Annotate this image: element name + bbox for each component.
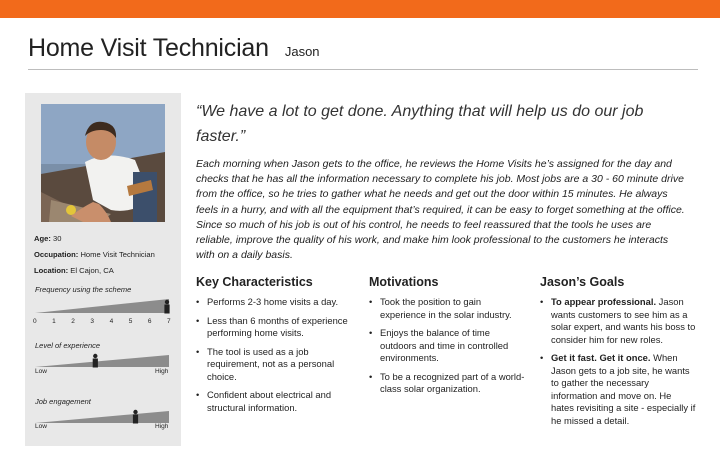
engagement-scale bbox=[25, 405, 181, 425]
key-characteristic-text: Confident about electrical and structural information. bbox=[207, 389, 332, 413]
bullet-icon: • bbox=[196, 345, 200, 357]
key-characteristics-heading: Key Characteristics bbox=[196, 275, 313, 289]
frequency-scale-label: Frequency using the scheme bbox=[35, 285, 132, 294]
frequency-tick-label: 4 bbox=[109, 318, 114, 325]
key-characteristic-text: Performs 2-3 home visits a day. bbox=[207, 296, 339, 307]
frequency-tick-labels bbox=[33, 318, 171, 325]
goal-item bbox=[540, 296, 696, 346]
title-divider bbox=[28, 69, 698, 70]
key-characteristic-item bbox=[196, 315, 356, 340]
page-title: Home Visit Technician bbox=[28, 34, 269, 62]
location-row: Location: El Cajon, CA bbox=[34, 266, 114, 275]
frequency-scale bbox=[25, 295, 181, 325]
experience-high-label: High bbox=[155, 368, 169, 375]
person-marker-icon bbox=[133, 410, 138, 424]
bullet-icon: • bbox=[196, 389, 200, 400]
header-accent-bar bbox=[0, 0, 720, 18]
bullet-icon: • bbox=[369, 370, 373, 382]
bullet-icon: • bbox=[540, 296, 544, 307]
title-row bbox=[28, 34, 320, 63]
goal-text: Jason wants customers to see him as a solar expert, and wants his boss to consider him for new roles. bbox=[551, 296, 696, 345]
frequency-tick-label: 1 bbox=[52, 318, 56, 325]
engagement-scale-label: Job engagement bbox=[35, 397, 91, 406]
occupation-value: Home Visit Technician bbox=[80, 250, 155, 259]
goals-list bbox=[540, 296, 696, 427]
frequency-tick-label: 3 bbox=[90, 318, 95, 325]
goal-lead: Get it fast. Get it once. bbox=[551, 352, 651, 363]
key-characteristic-text: The tool is used as a job requirement, not as a personal choice. bbox=[207, 345, 335, 382]
bullet-icon: • bbox=[196, 296, 200, 307]
technician-portrait-icon bbox=[41, 104, 165, 222]
goals-heading: Jason’s Goals bbox=[540, 275, 625, 289]
goal-item bbox=[540, 352, 696, 427]
bullet-icon: • bbox=[196, 314, 200, 326]
age-value: 30 bbox=[53, 234, 62, 243]
goal-text: When Jason gets to a job site, he wants to gather the necessary information and move on. He hates revisiting a site - especially if he missed a detail. bbox=[551, 352, 696, 426]
experience-scale bbox=[25, 349, 181, 369]
goal-lead: To appear professional. bbox=[551, 296, 657, 307]
bullet-icon: • bbox=[540, 352, 544, 363]
age-row: Age: 30 bbox=[34, 234, 62, 243]
frequency-tick-label: 5 bbox=[128, 318, 133, 325]
goals-section bbox=[540, 275, 696, 433]
experience-scale-label: Level of experience bbox=[35, 341, 101, 350]
frequency-wedge bbox=[35, 299, 169, 313]
person-marker-icon bbox=[93, 354, 98, 368]
experience-low-label: Low bbox=[35, 368, 47, 375]
frequency-tick-label: 6 bbox=[147, 318, 152, 325]
frequency-tick-label: 2 bbox=[71, 318, 75, 325]
experience-wedge bbox=[35, 355, 169, 367]
frequency-tick-label: 0 bbox=[33, 318, 37, 325]
profile-facts bbox=[34, 231, 179, 279]
key-characteristics-section bbox=[196, 275, 356, 420]
key-characteristic-item bbox=[196, 346, 356, 384]
person-marker-icon bbox=[164, 300, 169, 314]
key-characteristic-item bbox=[196, 296, 356, 309]
motivation-text: Took the position to gain experience in the solar industry. bbox=[380, 296, 512, 320]
motivations-section bbox=[369, 275, 527, 402]
persona-story: Each morning when Jason gets to the office, he reviews the Home Visits he’s assigned for the day and checks that he has all the information necessary to complete his job. Most jobs are a 30 - 60 minute drive from the office, so he tries to gather what he needs and get out the door within 15 minutes. He always feels in a hurry, and with all the equipment that’s required, it can be easy to forget something at the office. Since so much of his job is out of his control, he needs to feel reassured that the tools he uses are reliable, improve the quality of his work, and make him look professional to the customers he interacts with on a daily basis. bbox=[196, 158, 685, 262]
key-characteristic-item bbox=[196, 389, 356, 414]
occupation-row: Occupation: Home Visit Technician bbox=[34, 250, 155, 259]
key-characteristic-text: Less than 6 months of experience performing home visits. bbox=[207, 314, 348, 338]
motivation-item bbox=[369, 296, 527, 321]
engagement-wedge bbox=[35, 411, 169, 423]
profile-sidebar bbox=[25, 93, 181, 446]
bullet-icon: • bbox=[369, 327, 373, 338]
persona-name: Jason bbox=[284, 44, 320, 59]
motivation-item bbox=[369, 327, 527, 365]
motivation-item bbox=[369, 371, 527, 396]
key-characteristics-list bbox=[196, 296, 356, 414]
bullet-icon: • bbox=[369, 296, 373, 307]
location-value: El Cajon, CA bbox=[70, 266, 114, 275]
frequency-tick-label: 7 bbox=[167, 318, 171, 325]
engagement-high-label: High bbox=[155, 423, 169, 430]
motivation-text: To be a recognized part of a world-class solar organization. bbox=[380, 370, 525, 394]
motivations-heading: Motivations bbox=[369, 275, 439, 289]
motivation-text: Enjoys the balance of time outdoors and time in controlled environments. bbox=[380, 327, 509, 363]
motivations-list bbox=[369, 296, 527, 396]
engagement-low-label: Low bbox=[35, 423, 47, 430]
persona-quote: “We have a lot to get done. Anything that will help us do our job faster.” bbox=[196, 103, 644, 145]
